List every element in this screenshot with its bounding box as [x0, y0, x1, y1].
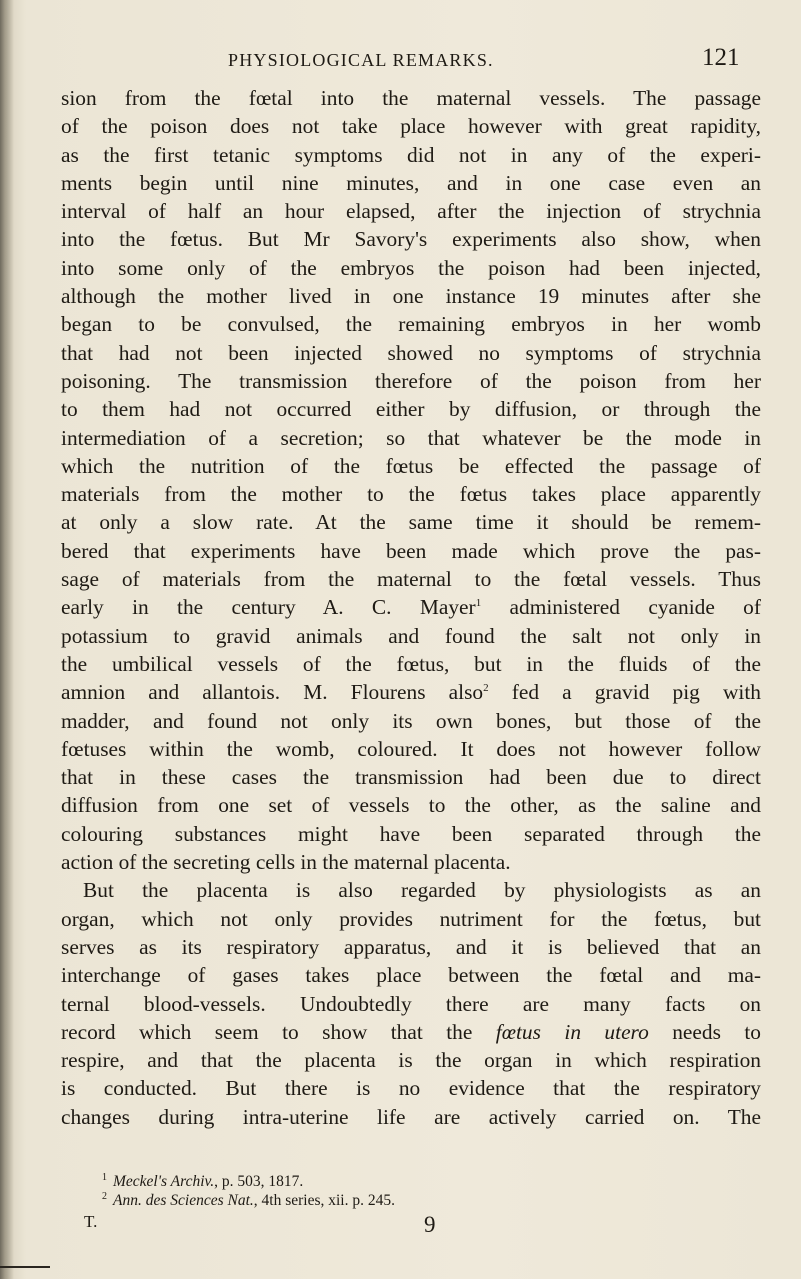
- running-title: PHYSIOLOGICAL REMARKS.: [228, 50, 494, 70]
- text-line: madder, and found not only its own bones, but those of the: [61, 708, 761, 733]
- text-line: [61, 593, 761, 621]
- bottom-rule: [0, 1266, 50, 1268]
- text-line: changes during intra-uterine life are actively carried on. The: [61, 1104, 761, 1129]
- text-line: materials from the mother to the fœtus takes place apparently: [61, 482, 761, 507]
- text-line: poisoning. The transmission therefore of the poison from her: [61, 368, 761, 393]
- text-line: that had not been injected showed no symptoms of strychnia: [61, 340, 761, 365]
- text-line: bered that experiments have been made which prove the pas-: [61, 538, 761, 563]
- printer-signature: T.: [84, 1212, 98, 1231]
- footnote: [102, 1172, 702, 1191]
- running-head: [0, 44, 801, 74]
- text-line: interchange of gases takes place between the fœtal and ma-: [61, 963, 761, 988]
- text-line: organ, which not only provides nutriment for the fœtus, but: [61, 906, 761, 931]
- text-line: sion from the fœtal into the maternal vessels. The passage: [61, 86, 761, 110]
- text-line: of the poison does not take place however with great rapidity,: [61, 114, 761, 139]
- footnotes: [102, 1172, 702, 1210]
- text-line: to them had not occurred either by diffusion, or through the: [61, 397, 761, 422]
- footnote-marker: 1: [475, 597, 482, 610]
- text-line: although the mother lived in one instance 19 minutes after she: [61, 284, 761, 309]
- footnote-source: Meckel's Archiv.: [113, 1173, 215, 1190]
- text-line: [61, 678, 761, 706]
- page-number: 121: [702, 44, 740, 71]
- text-line: interval of half an hour elapsed, after the injection of strychnia: [61, 199, 761, 224]
- text-line: the umbilical vessels of the fœtus, but in the fluids of the: [61, 651, 761, 676]
- footnote-details: , 4th series, xii. p. 245.: [253, 1192, 395, 1209]
- text-fragment: fed a gravid pig with: [511, 680, 761, 705]
- text-line: respire, and that the placenta is the organ in which respiration: [61, 1048, 761, 1073]
- text-line: intermediation of a secretion; so that whatever be the mode in: [61, 425, 761, 450]
- text-fragment: administered cyanide of: [509, 595, 761, 620]
- text-line: ments begin until nine minutes, and in one case even an: [61, 170, 761, 195]
- text-line: action of the secreting cells in the maternal placenta.: [61, 850, 511, 875]
- text-line: sage of materials from the maternal to the fœtal vessels. Thus: [61, 567, 761, 592]
- text-line: which the nutrition of the fœtus be effected the passage of: [61, 453, 761, 478]
- text-fragment: needs to: [672, 1019, 761, 1044]
- text-line: into the fœtus. But Mr Savory's experiments also show, when: [61, 227, 761, 252]
- footnote-marker: 2: [483, 682, 489, 695]
- text-line: that in these cases the transmission had been due to direct: [61, 765, 761, 790]
- text-line: as the first tetanic symptoms did not in any of the experi-: [61, 142, 761, 167]
- text-line: at only a slow rate. At the same time it should be remem-: [61, 510, 761, 535]
- text-fragment: amnion and allantois. M. Flourens also: [61, 680, 484, 705]
- text-line: [61, 1018, 761, 1046]
- text-line: potassium to gravid animals and found the salt not only in: [61, 623, 761, 648]
- body-text: [61, 84, 761, 1131]
- text-line: is conducted. But there is no evidence that the respiratory: [61, 1076, 761, 1101]
- text-fragment: early in the century A. C. Mayer: [61, 595, 476, 620]
- text-fragment: record which seem to show that the: [61, 1019, 473, 1044]
- text-line: diffusion from one set of vessels to the other, as the saline and: [61, 793, 761, 818]
- text-line: into some only of the embryos the poison had been injected,: [61, 255, 761, 280]
- footnote-mark: 2: [102, 1191, 107, 1202]
- text-line: fœtuses within the womb, coloured. It does not however follow: [61, 736, 761, 761]
- sheet-number: 9: [424, 1212, 436, 1237]
- text-line: colouring substances might have been separated through the: [61, 821, 761, 846]
- text-line: But the placenta is also regarded by physiologists as an: [83, 878, 761, 903]
- text-line: ternal blood-vessels. Undoubtedly there are many facts on: [61, 991, 761, 1016]
- italic-phrase: fœtus in utero: [495, 1019, 649, 1044]
- text-line: began to be convulsed, the remaining embryos in her womb: [61, 312, 761, 337]
- footnote-details: , p. 503, 1817.: [214, 1173, 304, 1190]
- footnote-source: Ann. des Sciences Nat.: [113, 1192, 254, 1209]
- gutter-shadow: [0, 0, 14, 1279]
- footnote: [102, 1191, 702, 1210]
- footnote-mark: 1: [102, 1172, 107, 1183]
- text-line: serves as its respiratory apparatus, and it is believed that an: [61, 934, 761, 959]
